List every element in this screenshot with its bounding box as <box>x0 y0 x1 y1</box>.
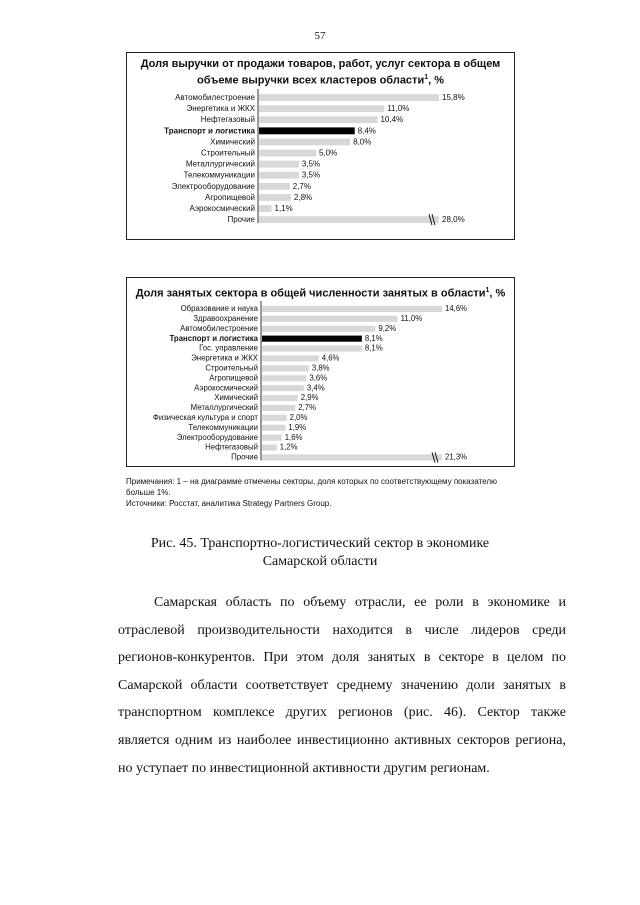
category-label: Электрооборудование <box>176 432 258 442</box>
value-label: 2,9% <box>300 393 319 403</box>
paragraph-text: Самарская область по объему отрасли, ее роли в экономике и отраслевой производительности находится в числе лидеров среди регионов-конкурентов. При этом доля занятых в секторе в целом по Самарской области соответствует среднему значению доли занятых в транспортном комплексе других регионов (рис. 46). Сектор также является одним из наиболее инвестиционно активных секторов региона, но уступает по инвестиционной активности другим регионам. <box>118 595 566 776</box>
value-label: 8,1% <box>364 333 383 343</box>
chart-title-text: Доля выручки от продажи товаров, работ, услуг сектора в общем объеме выручки всех кластеров области <box>140 58 501 87</box>
notes-line: Примечания: 1 – на диаграмме отмечены секторы, доля которых по соответствующему показателю больше 1%. <box>126 477 498 497</box>
value-label: 11,0% <box>387 104 410 114</box>
bar <box>259 105 384 112</box>
sources-line: Источники: Росстат, аналитика Strategy Partners Group. <box>126 499 332 508</box>
bar <box>262 425 285 431</box>
value-label: 2,7% <box>292 181 311 191</box>
bar <box>262 345 362 351</box>
employment-share-plot <box>127 298 514 466</box>
bar <box>259 172 299 179</box>
value-label: 14,6% <box>445 304 468 314</box>
bar <box>259 216 439 223</box>
category-label: Прочие <box>231 452 258 462</box>
value-label: 8,0% <box>353 137 372 147</box>
bar <box>262 316 398 322</box>
value-label: 4,6% <box>321 353 340 363</box>
chart-title-sup: 1 <box>485 287 490 294</box>
bar <box>259 94 439 101</box>
revenue-share-plot <box>127 89 514 239</box>
value-label: 8,1% <box>364 343 383 353</box>
bar <box>262 454 442 460</box>
category-label: Металлургический <box>185 159 255 169</box>
value-label: 1,2% <box>279 442 298 452</box>
value-label: 3,5% <box>301 170 321 180</box>
value-label: 11,0% <box>400 314 423 324</box>
category-label: Здравоохранение <box>193 314 258 324</box>
value-label: 5,0% <box>318 148 338 158</box>
category-label: Металлургический <box>190 403 258 413</box>
value-label: 21,3% <box>445 452 468 462</box>
revenue-share-chart <box>126 52 515 240</box>
category-label: Агропищевой <box>205 192 255 202</box>
bar <box>259 205 272 212</box>
bar <box>262 375 306 381</box>
value-label: 1,6% <box>284 432 303 442</box>
category-label: Автомобилестроение <box>175 92 255 102</box>
bar <box>259 116 377 123</box>
caption-line-2: Самарской области <box>262 554 378 569</box>
page-number: 57 <box>314 30 326 42</box>
bar <box>259 161 299 168</box>
value-label: 10,4% <box>380 115 404 125</box>
category-label: Химический <box>214 393 258 403</box>
value-label: 1,9% <box>288 422 307 432</box>
bar <box>262 444 277 450</box>
bar <box>262 365 309 371</box>
category-label: Автомобилестроение <box>180 323 258 333</box>
body-paragraph <box>118 589 566 782</box>
figure-notes <box>126 476 526 509</box>
category-label: Химический <box>210 137 255 147</box>
value-label: 8,4% <box>357 126 376 136</box>
value-label: 3,5% <box>301 159 321 169</box>
category-label: Прочие <box>227 215 255 225</box>
bar <box>262 435 282 441</box>
bar <box>262 355 319 361</box>
chart-title-suffix: , % <box>428 74 445 87</box>
value-label: 9,2% <box>378 323 397 333</box>
category-label: Аэрокосмический <box>194 383 258 393</box>
value-label: 28,0% <box>442 215 465 225</box>
value-label: 15,8% <box>442 92 465 102</box>
value-label: 2,7% <box>298 403 317 413</box>
category-label: Строительный <box>205 363 258 373</box>
category-label: Транспорт и логистика <box>169 333 258 343</box>
category-label: Строительный <box>200 148 255 158</box>
category-label: Агропищевой <box>209 373 258 383</box>
bar <box>262 306 442 312</box>
bar-highlight <box>262 336 362 342</box>
bar <box>262 326 375 332</box>
category-label: Электрооборудование <box>171 181 255 191</box>
category-label: Физическая культура и спорт <box>152 413 258 423</box>
category-label: Энергетика и ЖКХ <box>186 104 255 114</box>
employment-share-chart <box>126 277 515 467</box>
value-label: 3,8% <box>311 363 330 373</box>
caption-line-1: Рис. 45. Транспортно-логистический сектор в экономике <box>150 536 490 551</box>
category-label: Гос. управление <box>199 343 258 353</box>
category-label: Телекоммуникации <box>188 422 258 432</box>
bar <box>259 183 290 190</box>
category-label: Энергетика и ЖКХ <box>191 353 258 363</box>
bar <box>259 150 316 157</box>
category-label: Нефтегазовый <box>200 115 255 125</box>
value-label: 2,0% <box>289 413 308 423</box>
bar <box>262 385 304 391</box>
figure-caption <box>0 535 640 571</box>
category-label: Образование и наука <box>180 304 258 314</box>
bar <box>259 139 350 146</box>
chart-title-text: Доля занятых сектора в общей численности занятых в области <box>135 287 486 300</box>
category-label: Телекоммуникации <box>183 170 255 180</box>
chart-title-suffix: , % <box>489 287 506 300</box>
chart-title-sup: 1 <box>424 74 429 81</box>
bar <box>262 395 298 401</box>
value-label: 3,6% <box>309 373 328 383</box>
bar-highlight <box>259 127 355 134</box>
bar <box>262 405 295 411</box>
chart-title <box>131 58 510 88</box>
bar <box>259 194 291 201</box>
value-label: 1,1% <box>274 203 293 213</box>
category-label: Нефтегазовый <box>205 442 258 452</box>
value-label: 3,4% <box>306 383 325 393</box>
category-label: Аэрокосмический <box>189 203 255 213</box>
value-label: 2,8% <box>293 192 313 202</box>
bar <box>262 415 287 421</box>
category-label: Транспорт и логистика <box>164 126 255 136</box>
